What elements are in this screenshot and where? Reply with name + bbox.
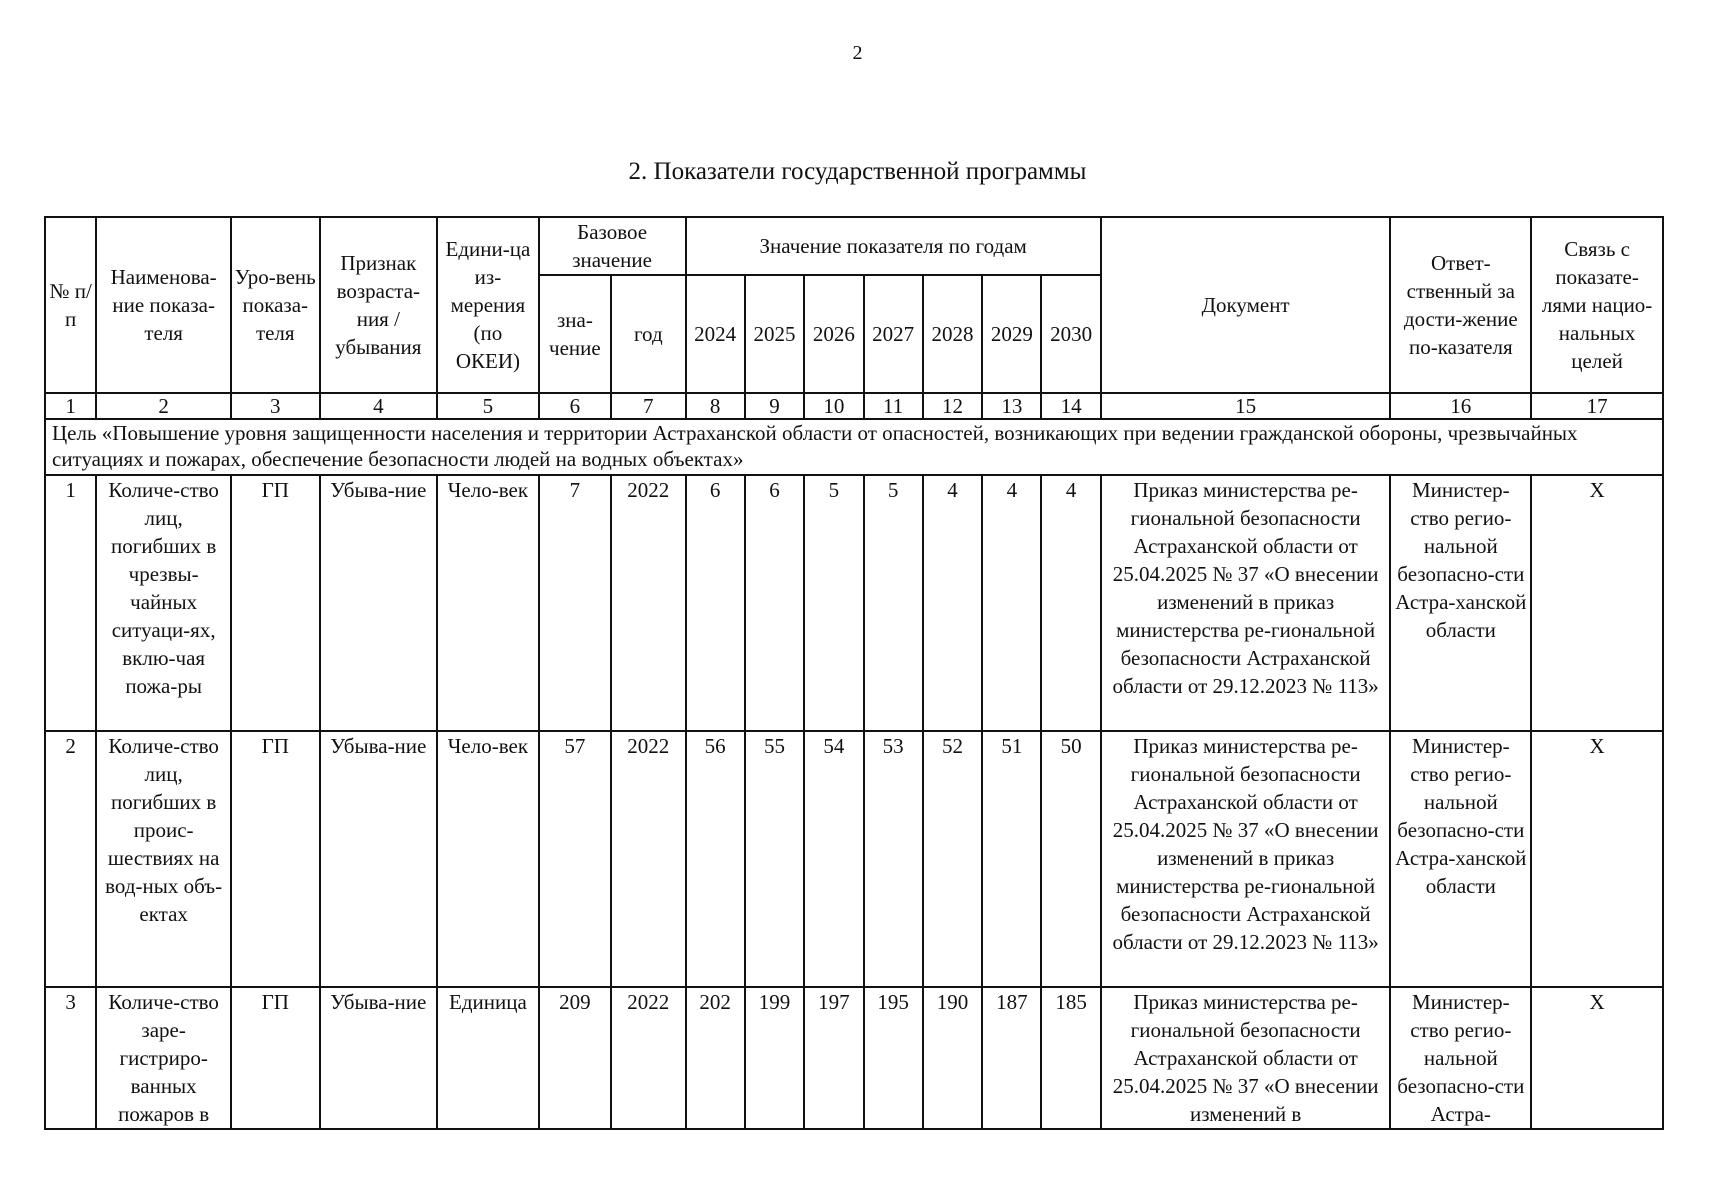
indicator-level: ГП bbox=[231, 475, 319, 731]
row-num: 3 bbox=[45, 987, 96, 1129]
year-value: 6 bbox=[745, 475, 804, 731]
year-value: 187 bbox=[982, 987, 1041, 1129]
header-num: № п/п bbox=[45, 217, 96, 393]
page-number: 2 bbox=[852, 42, 863, 64]
header-base-year: год bbox=[611, 275, 685, 393]
column-number-row bbox=[45, 393, 1663, 419]
column-number: 13 bbox=[982, 393, 1041, 419]
national-goal-link: Х bbox=[1531, 475, 1663, 731]
year-value: 56 bbox=[686, 731, 745, 987]
year-value: 5 bbox=[864, 475, 923, 731]
column-number: 12 bbox=[923, 393, 982, 419]
base-value: 7 bbox=[539, 475, 611, 731]
document-ref: Приказ министерства ре-гиональной безопасности Астраханской области от 25.04.2025 № 37 «О внесении изменений в bbox=[1101, 987, 1391, 1129]
responsible: Министер-ство регио-нальной безопасно-сти Астра-ханской области bbox=[1390, 475, 1531, 731]
column-number: 3 bbox=[231, 393, 319, 419]
indicator-unit: Чело-век bbox=[437, 475, 539, 731]
year-value: 51 bbox=[982, 731, 1041, 987]
column-number: 11 bbox=[864, 393, 923, 419]
indicator-trend: Убыва-ние bbox=[320, 731, 438, 987]
year-value: 4 bbox=[1041, 475, 1100, 731]
column-number: 4 bbox=[320, 393, 438, 419]
indicator-name: Количе-ство заре-гистриро-ванных пожаров в bbox=[96, 987, 231, 1129]
header-year: 2026 bbox=[804, 275, 863, 393]
header-year: 2028 bbox=[923, 275, 982, 393]
column-number: 17 bbox=[1531, 393, 1663, 419]
year-value: 197 bbox=[804, 987, 863, 1129]
year-value: 6 bbox=[686, 475, 745, 731]
header-national-goals: Связь с показате-лями нацио-нальных целей bbox=[1531, 217, 1663, 393]
column-number: 2 bbox=[96, 393, 231, 419]
header-level: Уро-вень показа-теля bbox=[231, 217, 319, 393]
indicator-trend: Убыва-ние bbox=[320, 475, 438, 731]
year-value: 199 bbox=[745, 987, 804, 1129]
header-responsible: Ответ-ственный за дости-жение по-казателя bbox=[1390, 217, 1531, 393]
column-number: 16 bbox=[1390, 393, 1531, 419]
year-value: 52 bbox=[923, 731, 982, 987]
header-year: 2027 bbox=[864, 275, 923, 393]
table-row bbox=[45, 475, 1663, 731]
national-goal-link: Х bbox=[1531, 987, 1663, 1129]
goal-row bbox=[45, 419, 1663, 475]
table-row bbox=[45, 731, 1663, 987]
row-num: 2 bbox=[45, 731, 96, 987]
document-ref: Приказ министерства ре-гиональной безопасности Астраханской области от 25.04.2025 № 37 «О внесении изменений в приказ министерства ре-гиональной безопасности Астраханской области от 29.12.2023 № 113» bbox=[1101, 731, 1391, 987]
responsible: Министер-ство регио-нальной безопасно-сти Астра- bbox=[1390, 987, 1531, 1129]
indicator-name: Количе-ство лиц, погибших в проис-шествиях на вод-ных объ-ектах bbox=[96, 731, 231, 987]
year-value: 4 bbox=[982, 475, 1041, 731]
year-value: 54 bbox=[804, 731, 863, 987]
column-number: 5 bbox=[437, 393, 539, 419]
header-base-group: Базовое значение bbox=[539, 217, 686, 275]
year-value: 185 bbox=[1041, 987, 1100, 1129]
column-number: 8 bbox=[686, 393, 745, 419]
indicator-level: ГП bbox=[231, 987, 319, 1129]
header-base-value: зна-чение bbox=[539, 275, 611, 393]
column-number: 6 bbox=[539, 393, 611, 419]
header-years-group: Значение показателя по годам bbox=[686, 217, 1101, 275]
row-num: 1 bbox=[45, 475, 96, 731]
year-value: 195 bbox=[864, 987, 923, 1129]
indicator-unit: Чело-век bbox=[437, 731, 539, 987]
year-value: 202 bbox=[686, 987, 745, 1129]
indicator-level: ГП bbox=[231, 731, 319, 987]
responsible: Министер-ство регио-нальной безопасно-сти Астра-ханской области bbox=[1390, 731, 1531, 987]
column-number: 14 bbox=[1041, 393, 1100, 419]
header-row-1 bbox=[45, 217, 1663, 275]
base-year: 2022 bbox=[611, 731, 685, 987]
year-value: 55 bbox=[745, 731, 804, 987]
column-number: 15 bbox=[1101, 393, 1391, 419]
indicator-trend: Убыва-ние bbox=[320, 987, 438, 1129]
column-number: 10 bbox=[804, 393, 863, 419]
base-value: 209 bbox=[539, 987, 611, 1129]
year-value: 53 bbox=[864, 731, 923, 987]
document-ref: Приказ министерства ре-гиональной безопасности Астраханской области от 25.04.2025 № 37 «О внесении изменений в приказ министерства ре-гиональной безопасности Астраханской области от 29.12.2023 № 113» bbox=[1101, 475, 1391, 731]
indicators-table bbox=[44, 216, 1664, 1130]
national-goal-link: Х bbox=[1531, 731, 1663, 987]
header-name: Наименова-ние показа-теля bbox=[96, 217, 231, 393]
header-document: Документ bbox=[1101, 217, 1391, 393]
year-value: 50 bbox=[1041, 731, 1100, 987]
header-trend: Признак возраста-ния / убывания bbox=[320, 217, 438, 393]
goal-text: Цель «Повышение уровня защищенности населения и территории Астраханской области от опасностей, возникающих при ведении гражданской обороны, чрезвычайных ситуациях и пожарах, обеспечение безопасности людей на водных объектах» bbox=[45, 419, 1663, 475]
base-year: 2022 bbox=[611, 987, 685, 1129]
indicator-unit: Единица bbox=[437, 987, 539, 1129]
column-number: 9 bbox=[745, 393, 804, 419]
indicator-name: Количе-ство лиц, погибших в чрезвы-чайных ситуаци-ях, вклю-чая пожа-ры bbox=[96, 475, 231, 731]
column-number: 7 bbox=[611, 393, 685, 419]
base-year: 2022 bbox=[611, 475, 685, 731]
header-year: 2030 bbox=[1041, 275, 1100, 393]
header-unit: Едини-ца из-мерения (по ОКЕИ) bbox=[437, 217, 539, 393]
year-value: 5 bbox=[804, 475, 863, 731]
table-row bbox=[45, 987, 1663, 1129]
base-value: 57 bbox=[539, 731, 611, 987]
header-year: 2025 bbox=[745, 275, 804, 393]
header-year: 2029 bbox=[982, 275, 1041, 393]
column-number: 1 bbox=[45, 393, 96, 419]
page-title: 2. Показатели государственной программы bbox=[628, 158, 1087, 185]
header-year: 2024 bbox=[686, 275, 745, 393]
year-value: 190 bbox=[923, 987, 982, 1129]
year-value: 4 bbox=[923, 475, 982, 731]
